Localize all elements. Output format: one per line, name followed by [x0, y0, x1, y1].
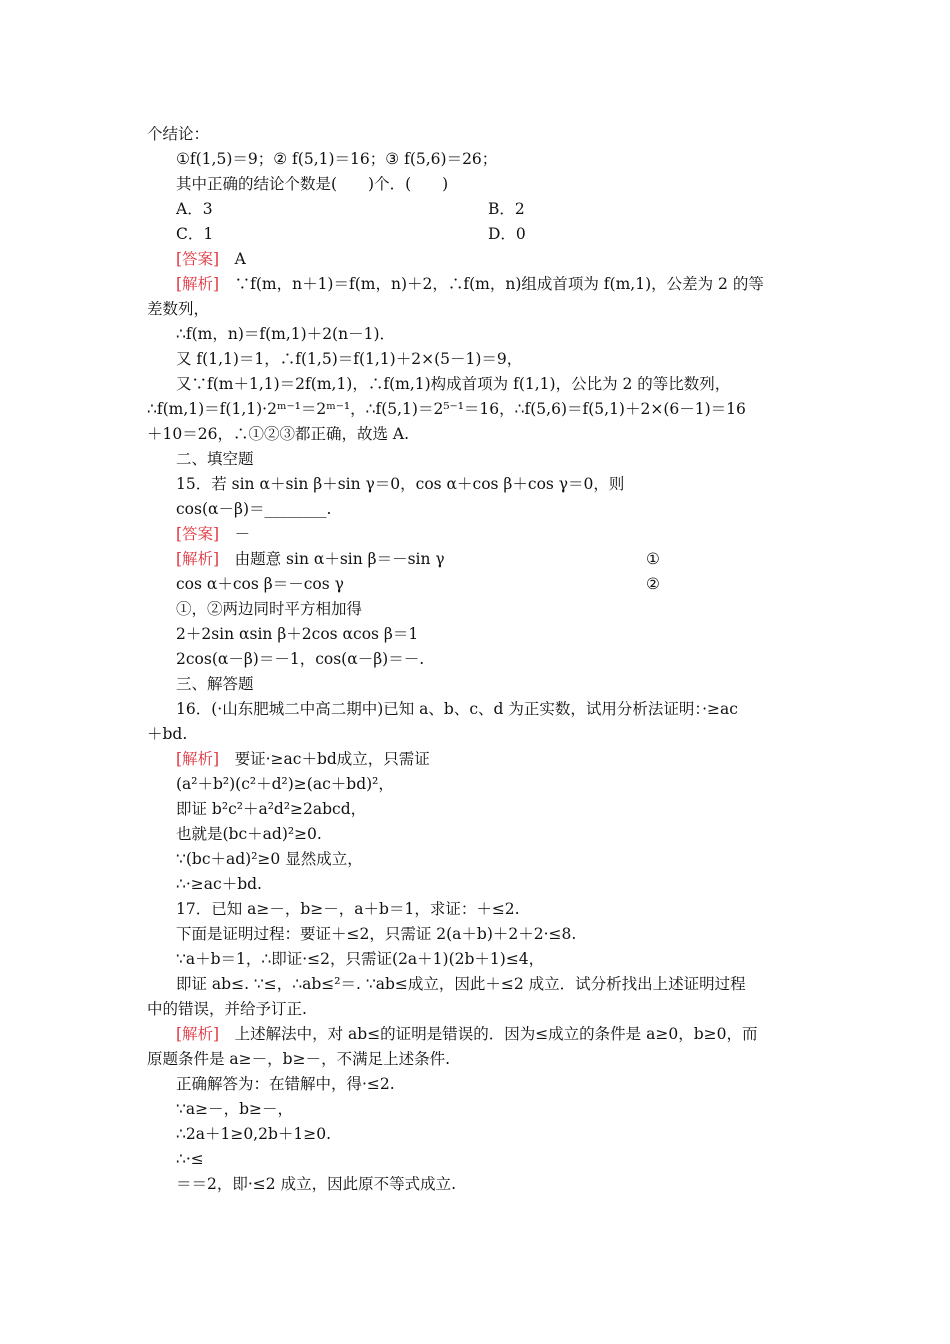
text-line: ∵a＋b＝1，∴即证·≤2，只需证(2a＋1)(2b＋1)≤4，: [176, 950, 545, 968]
text-line: cos(α－β)＝________.: [176, 500, 332, 518]
text-line: ①，②两边同时平方相加得: [176, 600, 363, 618]
text-line: 2cos(α－β)＝－1，cos(α－β)＝－.: [176, 650, 425, 668]
text-line: 差数列，: [147, 300, 210, 318]
text-line: 个结论：: [147, 125, 210, 143]
text-line: ∵(bc＋ad)²≥0 显然成立，: [176, 850, 363, 868]
answer-tag: [答案]: [176, 250, 220, 268]
text-line: 16．(·山东肥城二中高二期中)已知 a、b、c、d 为正实数，试用分析法证明：·≥ac: [176, 700, 738, 718]
text-line: ＋10＝26，∴①②③都正确，故选 A.: [147, 425, 409, 443]
text-line: 也就是(bc＋ad)²≥0.: [176, 825, 322, 843]
text-line: 正确解答为：在错解中，得·≤2.: [176, 1075, 395, 1093]
text-line: ∴2a＋1≥0,2b＋1≥0.: [176, 1125, 332, 1143]
analysis-text: 上述解法中，对 ab≤的证明是错误的．因为≤成立的条件是 a≥0，b≥0，而: [219, 1025, 758, 1043]
analysis-tag: [解析]: [176, 550, 220, 568]
text-line: ∵a≥－，b≥－，: [176, 1100, 293, 1118]
analysis-text: 由题意 sin α＋sin β＝－sin γ: [219, 550, 445, 568]
analysis-tag: [解析]: [176, 1025, 220, 1043]
text-line: (a²＋b²)(c²＋d²)≥(ac＋bd)²，: [176, 775, 394, 793]
analysis-line: [176, 1024, 757, 1044]
section-heading: 二、填空题: [176, 450, 254, 468]
text-line: 15．若 sin α＋sin β＋sin γ＝0，cos α＋cos β＋cos γ＝0，则: [176, 475, 625, 493]
text-line: 中的错误，并给予订正.: [147, 1000, 307, 1018]
answer-tag: [答案]: [176, 525, 220, 543]
analysis-tag: [解析]: [176, 275, 220, 293]
text-line: 下面是证明过程：要证＋≤2，只需证 2(a＋b)＋2＋2·≤8.: [176, 925, 577, 943]
answer-line: [176, 524, 250, 544]
text-line: ∴f(m,1)＝f(1,1)·2ᵐ⁻¹＝2ᵐ⁻¹，∴f(5,1)＝2⁵⁻¹＝16，∴f(5,6)＝f(5,1)＋2×(6－1)＝16: [147, 400, 746, 418]
text-line: 又∵f(m＋1,1)＝2f(m,1)，∴f(m,1)构成首项为 f(1,1)，公比为 2 的等比数列，: [176, 375, 731, 393]
answer-text: A: [219, 250, 246, 268]
text-line: 即证 ab≤. ∵≤，∴ab≤²＝. ∵ab≤成立，因此＋≤2 成立．试分析找出上述证明过程: [176, 975, 746, 993]
text-line: ＝＝2，即·≤2 成立，因此原不等式成立.: [176, 1175, 456, 1193]
answer-text: －: [219, 525, 251, 543]
option-d: D．0: [488, 225, 526, 243]
equation-mark: ②: [646, 575, 660, 593]
option-a: A．3: [176, 200, 213, 218]
analysis-tag: [解析]: [176, 750, 220, 768]
option-b: B．2: [488, 200, 525, 218]
section-heading: 三、解答题: [176, 675, 254, 693]
text-line: ①f(1,5)＝9；② f(5,1)＝16；③ f(5,6)＝26；: [176, 150, 498, 168]
analysis-text: ∵f(m，n＋1)＝f(m，n)＋2，∴f(m，n)组成首项为 f(m,1)，公差为 2 的等: [219, 275, 764, 293]
text-line: ＋bd.: [147, 725, 188, 743]
text-line: 即证 b²c²＋a²d²≥2abcd，: [176, 800, 367, 818]
text-line: 又 f(1,1)＝1，∴f(1,5)＝f(1,1)＋2×(5－1)＝9，: [176, 350, 523, 368]
text-line: cos α＋cos β＝－cos γ: [176, 575, 344, 593]
analysis-line: [176, 749, 430, 769]
text-line: 2＋2sin αsin β＋2cos αcos β＝1: [176, 625, 419, 643]
equation-mark: ①: [646, 550, 660, 568]
option-c: C．1: [176, 225, 214, 243]
text-line: ∴f(m，n)＝f(m,1)＋2(n－1)．: [176, 325, 395, 343]
text-line: ∴·≥ac＋bd.: [176, 875, 262, 893]
text-line: 17．已知 a≥－，b≥－，a＋b＝1，求证：＋≤2.: [176, 900, 520, 918]
analysis-line: [176, 274, 764, 294]
text-line: 其中正确的结论个数是( )个．( ): [176, 175, 449, 193]
text-line: 原题条件是 a≥－，b≥－，不满足上述条件.: [147, 1050, 450, 1068]
analysis-text: 要证·≥ac＋bd成立，只需证: [219, 750, 430, 768]
analysis-line: [176, 549, 445, 569]
text-line: ∴·≤: [176, 1150, 204, 1168]
answer-line: [176, 249, 246, 269]
